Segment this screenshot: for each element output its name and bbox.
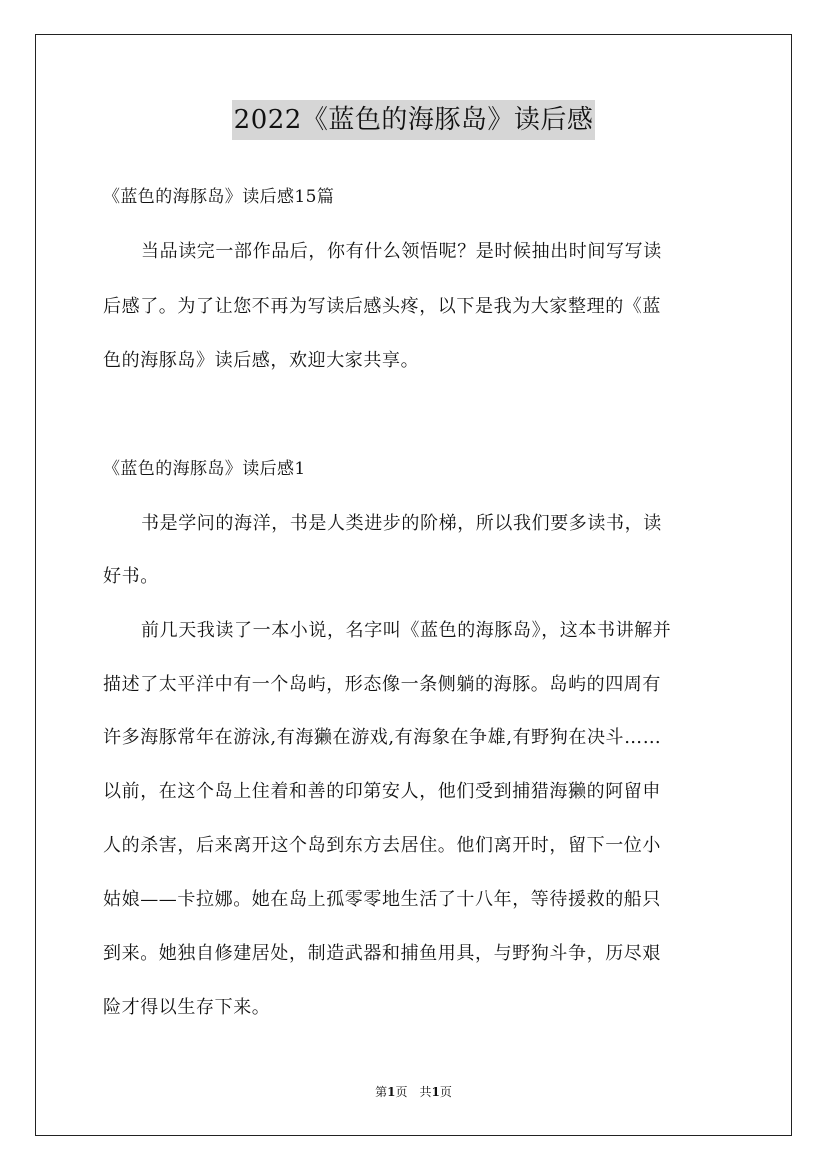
page-footer xyxy=(0,1083,827,1100)
body-line-4: 描述了太平洋中有一个岛屿，形态像一条侧躺的海豚。岛屿的四周有 xyxy=(103,674,661,695)
intro-line-3: 色的海豚岛》读后感，欢迎大家共享。 xyxy=(103,350,420,371)
body-line-5: 许多海豚常年在游泳,有海獭在游戏,有海象在争雄,有野狗在决斗…… xyxy=(103,727,662,748)
section-heading: 《蓝色的海豚岛》读后感1 xyxy=(103,459,306,479)
body-line-6: 以前，在这个岛上住着和善的印第安人，他们受到捕猎海獭的阿留申 xyxy=(103,781,661,802)
body-line-8: 姑娘——卡拉娜。她在岛上孤零零地生活了十八年，等待援救的船只 xyxy=(103,889,661,910)
body-line-10: 险才得以生存下来。 xyxy=(103,997,271,1018)
footer-page-mid: 页 共 xyxy=(395,1085,432,1099)
document-title: 2022《蓝色的海豚岛》读后感 xyxy=(232,100,596,140)
footer-page-current: 1 xyxy=(387,1085,396,1099)
footer-page-prefix: 第 xyxy=(375,1085,388,1099)
body-line-1: 书是学问的海洋，书是人类进步的阶梯，所以我们要多读书，读 xyxy=(141,513,662,534)
title-container xyxy=(0,100,827,140)
document-subtitle: 《蓝色的海豚岛》读后感15篇 xyxy=(103,187,335,207)
body-line-7: 人的杀害，后来离开这个岛到东方去居住。他们离开时，留下一位小 xyxy=(103,835,661,856)
body-line-3: 前几天我读了一本小说，名字叫《蓝色的海豚岛》，这本书讲解并 xyxy=(141,620,672,641)
footer-page-total: 1 xyxy=(431,1085,440,1099)
footer-page-suffix: 页 xyxy=(439,1085,452,1099)
body-line-9: 到来。她独自修建居处，制造武器和捕鱼用具，与野狗斗争，历尽艰 xyxy=(103,943,661,964)
intro-line-1: 当品读完一部作品后，你有什么领悟呢？是时候抽出时间写写读 xyxy=(141,241,662,262)
intro-line-2: 后感了。为了让您不再为写读后感头疼，以下是我为大家整理的《蓝 xyxy=(103,296,661,317)
body-line-2: 好书。 xyxy=(103,566,159,587)
